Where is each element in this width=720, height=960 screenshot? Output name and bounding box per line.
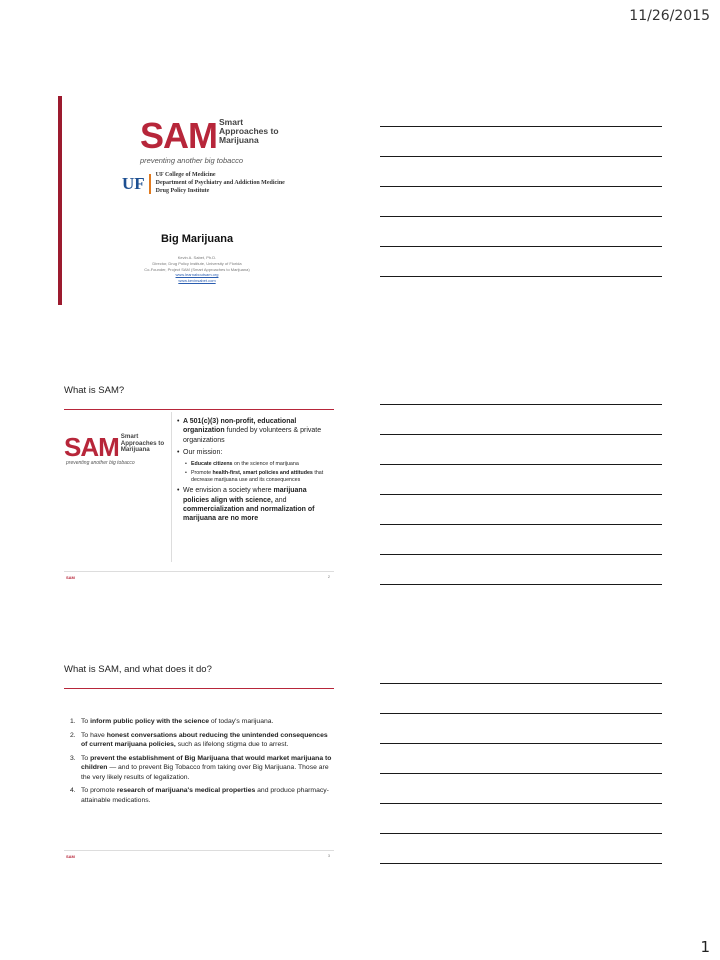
note-line xyxy=(380,494,662,495)
item-text: of today's marijuana. xyxy=(209,718,274,725)
bullet-bold-text: commercialization and normalization of marijuana are no more xyxy=(183,506,315,523)
uf-line: Drug Policy Institute xyxy=(155,187,210,194)
bullet-text: Promote xyxy=(191,469,213,476)
item-text: To have xyxy=(81,731,107,739)
item-number: 2. xyxy=(70,731,76,739)
item-bold-text: research of marijuana's medical properties xyxy=(116,787,256,795)
bullet-text: Our mission: xyxy=(183,449,223,457)
note-line xyxy=(380,743,662,744)
author-line: Kevin A. Sabet, Ph.D. xyxy=(177,255,217,260)
bullet-list xyxy=(176,417,332,527)
uf-line: UF College of Medicine xyxy=(155,172,216,178)
author-info xyxy=(58,255,336,284)
bullet-item xyxy=(176,417,332,445)
bullet-bold-text: marijuana policies align with science, xyxy=(183,487,307,504)
sam-logo-line: Smart xyxy=(120,433,139,440)
item-number: 3. xyxy=(70,754,76,762)
sub-bullet-item xyxy=(176,470,332,484)
bullet-text: funded by volunteers & private organizations xyxy=(183,427,322,444)
bullet-text: on the science of marijuana xyxy=(232,460,299,467)
footer-divider xyxy=(64,850,334,851)
author-line: Director, Drug Policy Institute, University of Florida xyxy=(152,260,242,266)
note-line xyxy=(380,773,662,774)
slide-1-title: Big Marijuana xyxy=(160,233,234,245)
website-link[interactable]: www.kevinsabet.com xyxy=(178,278,216,284)
slide-2-title: What is SAM? xyxy=(64,385,125,396)
note-line xyxy=(380,554,662,555)
sam-logo-line: Smart xyxy=(219,117,244,127)
title-divider xyxy=(64,409,334,410)
title-divider xyxy=(64,688,334,689)
slide-2-thumbnail xyxy=(58,375,336,584)
item-text: To promote xyxy=(81,787,117,795)
bullet-item xyxy=(176,448,332,457)
numbered-item xyxy=(70,717,332,727)
bullet-text: We envision a society where xyxy=(183,487,274,495)
sam-logo-word: SAM xyxy=(64,432,119,462)
slide-3-thumbnail xyxy=(58,654,336,863)
page-number: 1 xyxy=(700,938,710,956)
bullet-text: that decrease marijuana use and its consequences xyxy=(191,469,324,484)
note-line xyxy=(380,404,662,405)
note-line xyxy=(380,276,662,277)
item-bold-text: prevent the establishment of Big Marijuana that would market marijuana to children xyxy=(81,754,332,772)
sam-logo xyxy=(140,115,279,165)
uf-line: Department of Psychiatry and Addiction Medicine xyxy=(155,179,285,186)
item-text: such as lifelong stigma due to arrest. xyxy=(175,741,289,749)
note-line xyxy=(380,584,662,585)
item-text: and produce pharmacy-attainable medications. xyxy=(81,787,329,804)
sam-logo xyxy=(64,432,165,466)
note-line xyxy=(380,186,662,187)
item-number: 1. xyxy=(70,718,76,725)
note-line xyxy=(380,713,662,714)
numbered-item xyxy=(70,754,332,783)
note-line xyxy=(380,216,662,217)
note-line xyxy=(380,434,662,435)
uf-mark: UF xyxy=(122,174,151,194)
item-bold-text: inform public policy with the science xyxy=(90,718,210,725)
sam-logo-line: Approaches to xyxy=(219,125,279,136)
slide-number: 2 xyxy=(327,575,330,579)
print-date: 11/26/2015 xyxy=(629,8,710,24)
item-bold-text: honest conversations about reducing the unintended consequences of current marijuana policies, xyxy=(81,731,328,749)
numbered-item xyxy=(70,731,332,750)
bullet-bold-text: A 501(c)(3) non-profit, educational organization xyxy=(183,418,297,435)
item-text: — and to prevent Big Tobacco from taking over Big Marijuana. Those are the very likely results of legalization. xyxy=(81,764,329,781)
item-number: 4. xyxy=(70,787,76,795)
sam-logo-word: SAM xyxy=(140,115,217,156)
sam-logo-tagline: preventing another big tobacco xyxy=(66,460,135,466)
note-line xyxy=(380,246,662,247)
sam-logo-tagline: preventing another big tobacco xyxy=(140,156,243,165)
sam-logo-line: Approaches to xyxy=(120,439,165,447)
note-line xyxy=(380,524,662,525)
sam-logo-line: Marijuana xyxy=(120,446,150,453)
footer-divider xyxy=(64,571,334,572)
note-line xyxy=(380,863,662,864)
note-line xyxy=(380,464,662,465)
uf-logo xyxy=(122,172,285,195)
sub-bullet-item xyxy=(176,461,332,468)
slide-1-thumbnail xyxy=(58,96,336,305)
item-text: To xyxy=(81,718,91,725)
website-link[interactable]: www.learnaboutsam.org xyxy=(175,272,219,278)
slide-number: 3 xyxy=(327,854,330,858)
sam-logo-line: Marijuana xyxy=(219,134,259,145)
note-line xyxy=(380,683,662,684)
note-line xyxy=(380,156,662,157)
bullet-bold-text: Educate citizens xyxy=(191,460,233,467)
numbered-item xyxy=(70,786,332,805)
note-line xyxy=(380,833,662,834)
footer-sam-logo: SAM xyxy=(66,854,75,859)
item-text: To xyxy=(81,754,91,762)
slide-3-title: What is SAM, and what does it do? xyxy=(64,664,212,675)
note-line xyxy=(380,126,662,127)
footer-sam-logo: SAM xyxy=(66,575,75,580)
author-line: Co-Founder, Project SAM (Smart Approaches to Marijuana) xyxy=(144,266,250,272)
bullet-item xyxy=(176,486,332,524)
bullet-bold-text: health-first, smart policies and attitudes xyxy=(212,469,313,476)
note-line xyxy=(380,803,662,804)
bullet-text: and xyxy=(272,496,287,504)
numbered-list xyxy=(70,717,332,809)
